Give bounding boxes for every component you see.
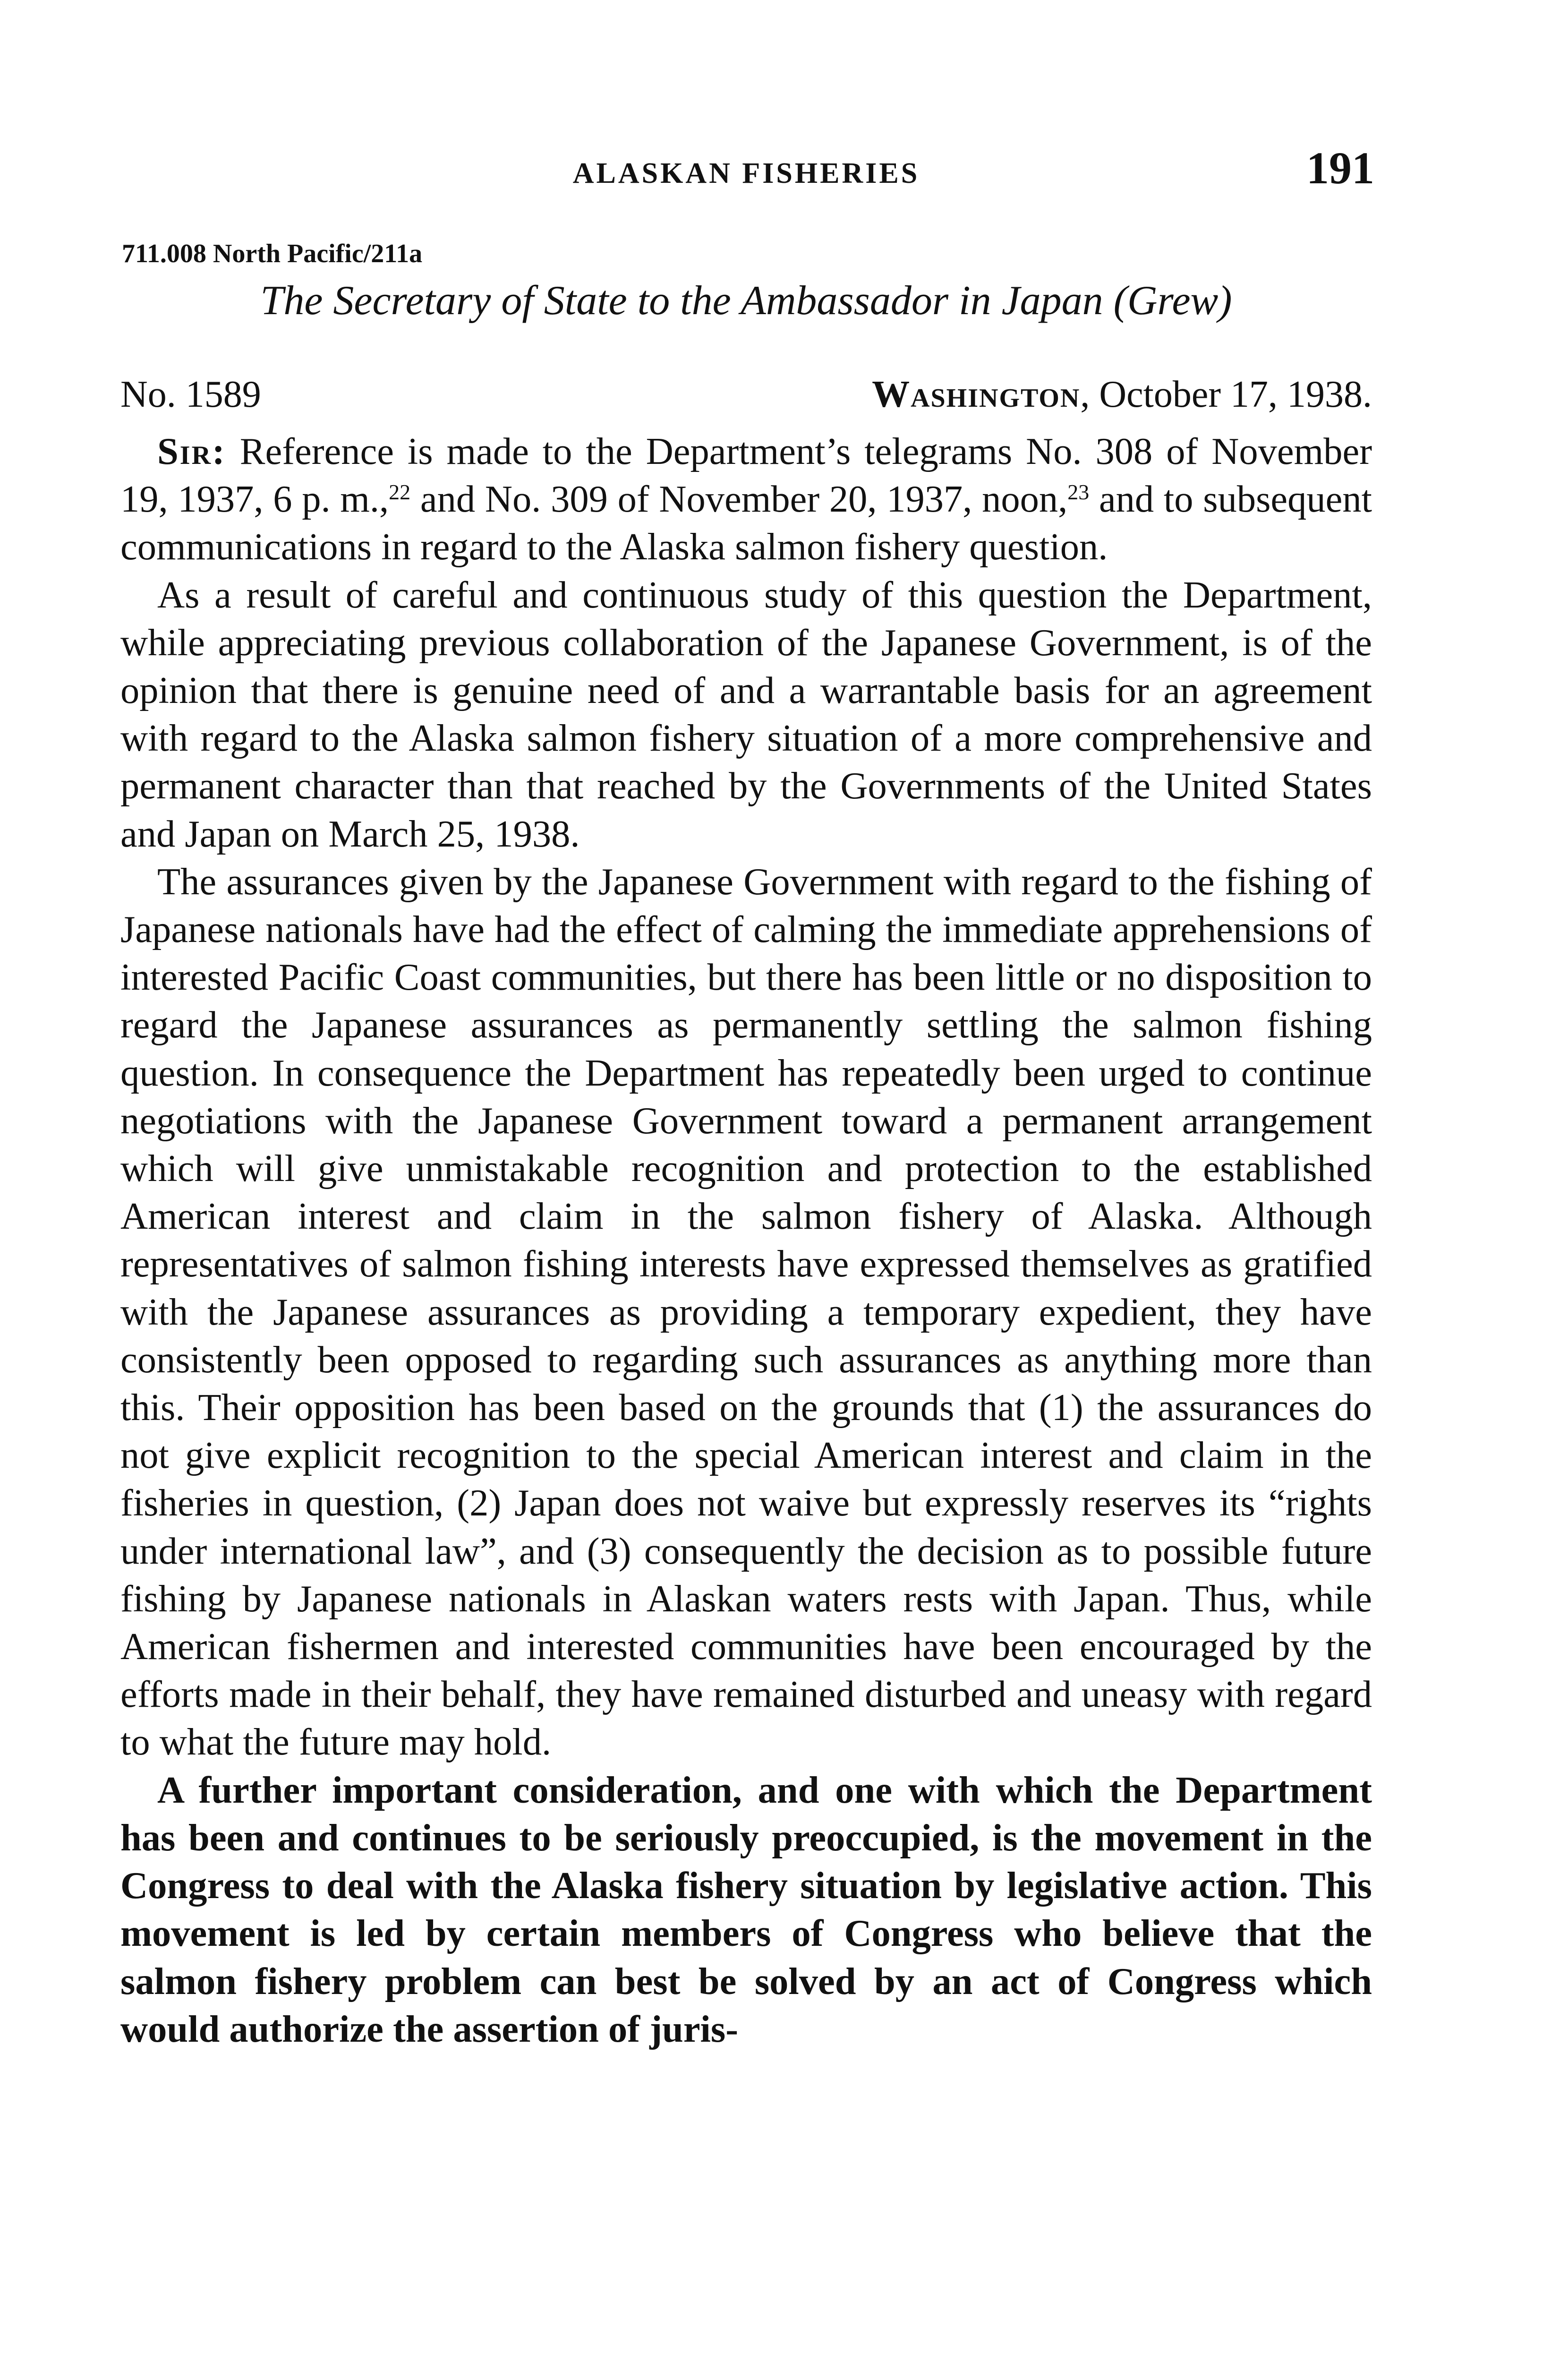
paragraph-1-part-1: Reference is made to the Department’s telegrams No. 308 of November 19, 1937, 6 p. m.,: [120, 430, 1372, 521]
dispatch-number: No. 1589: [120, 374, 261, 415]
letter-body: [120, 428, 1372, 2053]
file-number: 711.008 North Pacific/211a: [122, 239, 423, 268]
running-head: [118, 142, 1374, 198]
dateline-date: , October 17, 1938.: [1080, 374, 1372, 415]
footnote-ref-23: 23: [1067, 480, 1090, 505]
page-number: 191: [1306, 143, 1374, 193]
paragraph-3: The assurances given by the Japanese Government with regard to the fishing of Japanese nationals have had the effect of calming the immediate apprehensions of interested Pacific Coast communities, but there has been little or no disposition to regard the Japanese assurances as permanently settling the salmon fishing question. In consequence the Department has repeatedly been urged to continue negotiations with the Japanese Government toward a permanent arrangement which will give unmistakable recognition and protection to the established American interest and claim in the salmon fishery of Alaska. Although representatives of salmon fishing interests have expressed themselves as gratified with the Japanese assurances as providing a temporary expedient, they have consistently been opposed to regarding such assurances as anything more than this. Their opposition has been based on the grounds that (1) the assurances do not give explicit recognition to the special American interest and claim in the fisheries in question, (2) Japan does not waive but expressly reserves its “rights under international law”, and (3) consequently the decision as to possible future fishing by Japanese nationals in Alaskan waters rests with Japan. Thus, while American fishermen and interested communities have been encouraged by the efforts made in their behalf, they have remained disturbed and uneasy with regard to what the future may hold.: [120, 860, 1372, 1763]
paragraph-1-part-3: and to subsequent communications in regard to the Alaska salmon fishery question.: [120, 478, 1372, 568]
salutation: Sir:: [157, 430, 226, 472]
paragraph-4: A further important consideration, and one with which the Department has been and continues to be seriously preoccupied, is the movement in the Congress to deal with the Alaska fishery situation by legislative action. This movement is led by certain members of Congress who believe that the salmon fishery problem can best be solved by an act of Congress which would authorize the assertion of juris-: [120, 1769, 1372, 2050]
dateline-place: Washington: [872, 374, 1081, 415]
document-heading: The Secretary of State to the Ambassador in Japan (Grew): [260, 278, 1232, 324]
paragraph-1-part-2: and No. 309 of November 20, 1937, noon,: [410, 478, 1068, 521]
dateline: [120, 373, 1372, 416]
place-date: [872, 373, 1372, 416]
running-title: ALASKAN FISHERIES: [572, 157, 920, 189]
footnote-ref-22: 22: [389, 480, 411, 505]
paragraph-2: As a result of careful and continuous study of this question the Department, while appreciating previous collaboration of the Japanese Government, is of the opinion that there is genuine need of and a warrantable basis for an agreement with regard to the Alaska salmon fishery situation of a more comprehensive and permanent character than that reached by the Governments of the United States and Japan on March 25, 1938.: [120, 573, 1372, 855]
paragraph-1: [120, 428, 1372, 571]
